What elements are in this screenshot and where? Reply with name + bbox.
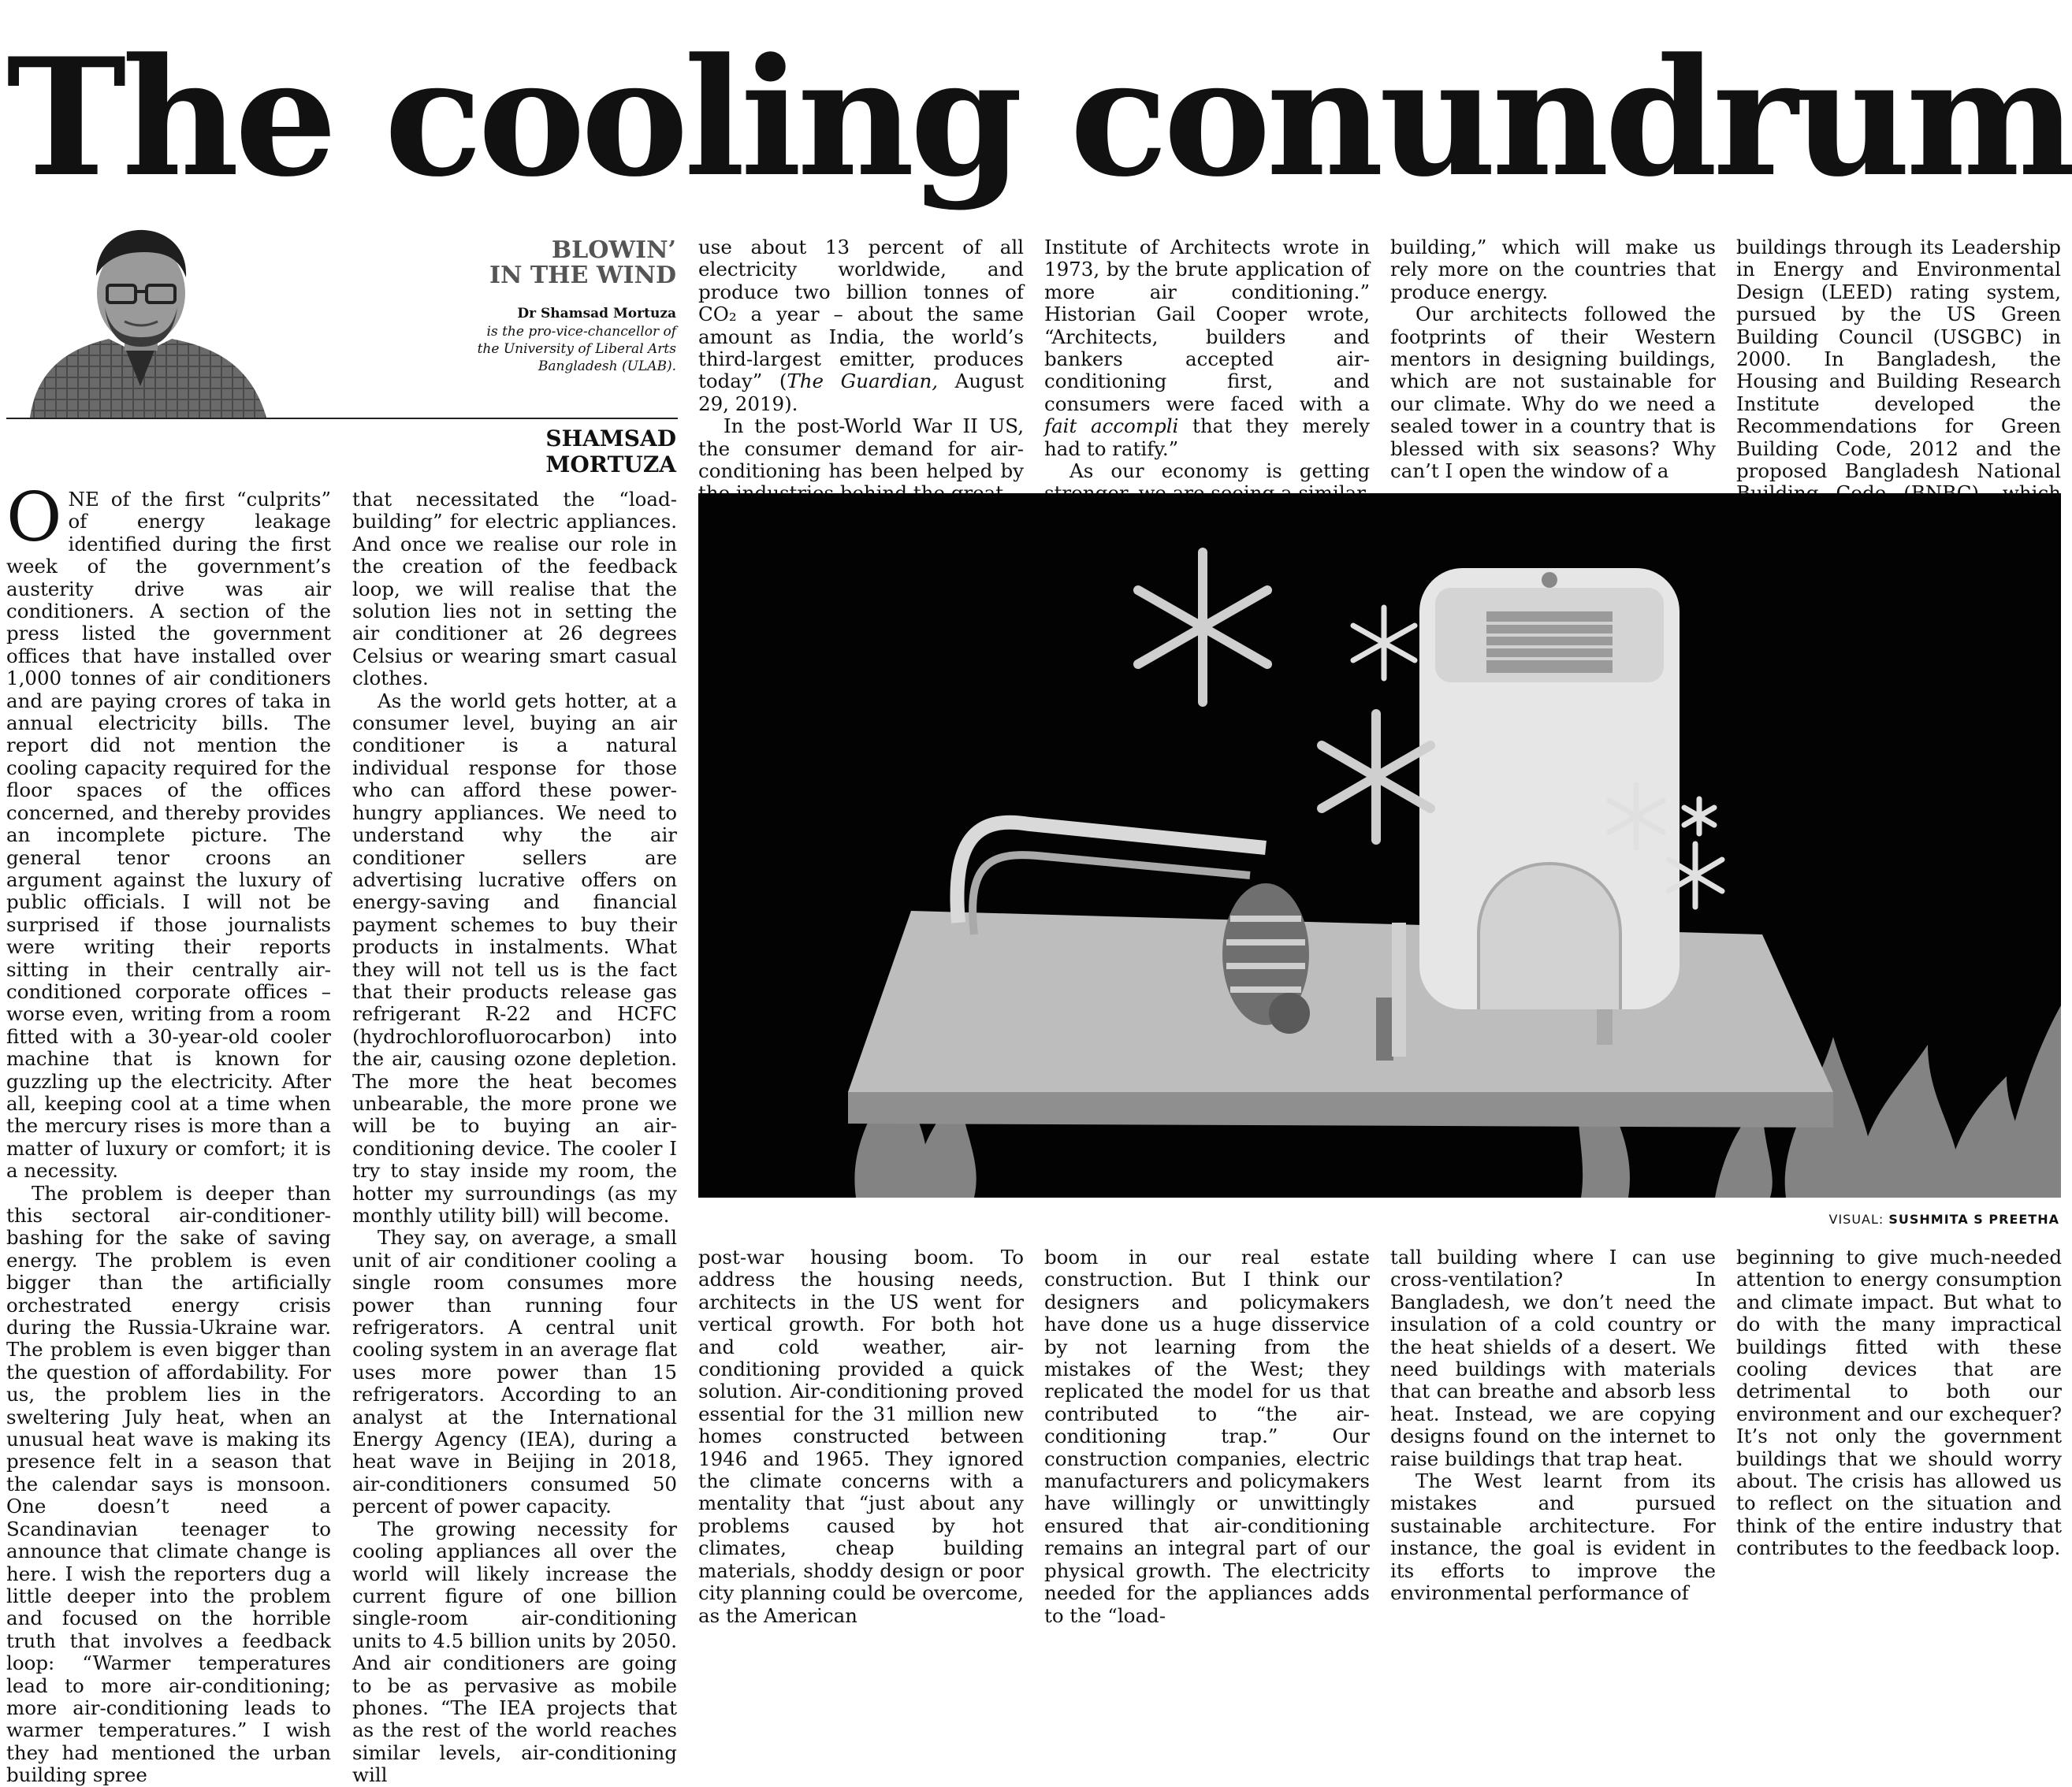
- paragraph: Institute of Architects wrote in 1973, by the brute application of more air conditioning.” Historian Gail Cooper wrote, “Architects, builders and bankers accepted air-conditioning first, and consumers were faced with a fait accompli that they merely had to ratify.”: [1044, 236, 1370, 460]
- author-bio-description: [426, 323, 676, 375]
- paragraph: post-war housing boom. To address the housing needs, architects in the US went for vertical growth. For both hot and cold weather, air-conditioning provided a quick solution. Air-conditioning proved essential for the 31 million new homes constructed between 1946 and 1965. They ignored the climate concerns with a mentality that “just about any problems caused by hot climates, cheap building materials, shoddy design or poor city planning could be overcome, as the American: [698, 1246, 1024, 1627]
- article-column-6-bottom: [1736, 1246, 2062, 1568]
- author-bio-line2: the University of Liberal Arts: [477, 341, 676, 357]
- paragraph: use about 13 percent of all electricity worldwide, and produce two billion tonnes of CO₂ a year – about the same amount as India, the world’s third-largest emitter, produces today” (The Guardian, August 29, 2019).: [698, 236, 1024, 415]
- article-column-4-top: [1044, 236, 1370, 483]
- author-bio-line3: Bangladesh (ULAB).: [538, 359, 676, 374]
- paragraph: They say, on average, a small unit of air conditioner cooling a single room consumes more power than running four refrigerators. A central unit cooling system in an average flat uses more power than 15 refrigerators. According to an analyst at the International Energy Agency (IEA), during a heat wave in Beijing in 2018, air-conditioners consumed 50 percent of power capacity.: [352, 1226, 677, 1518]
- paragraph: The problem is deeper than this sectoral air-conditioner-bashing for the sake of saving energy. The problem is even bigger than the artificially orchestrated energy crisis during the Russia-Ukraine war. The problem is even bigger than the question of affordability. For us, the problem lies in the sweltering July heat, when an unusual heat wave is making its presence felt in a season that the calendar says is monsoon. One doesn’t need a Scandinavian teenager to announce that climate change is here. I wish the reporters dug a little deeper into the problem and focused on the horrible truth that involves a feedback loop: “Warmer temperatures lead to more air-conditioning; more air-conditioning leads to warmer temperatures.” I wish they had mentioned the urban building spree: [6, 1181, 331, 1787]
- paragraph: tall building where I can use cross-ventilation? In Bangladesh, we don’t need the insulation of a cold country or the heat shields of a desert. We need buildings with materials that can breathe and absorb less heat. Instead, we are copying designs found on the internet to raise buildings that trap heat.: [1390, 1246, 1716, 1470]
- article-column-2: [352, 488, 677, 1787]
- paragraph: The West learnt from its mistakes and pursued sustainable architecture. For instance, the goal is evident in its efforts to improve the environmental performance of: [1390, 1469, 1716, 1605]
- article-column-5-top: [1390, 236, 1716, 483]
- paragraph: The growing necessity for cooling appliances all over the world will likely increase the current figure of one billion single-room air-conditioning units to 4.5 billion units by 2050. And air conditioners are going to be as pervasive as mobile phones. “The IEA projects that as the rest of the world reaches similar levels, air-conditioning will: [352, 1517, 677, 1787]
- illustration-credit: [1734, 1212, 2059, 1227]
- author-bio-name: Dr Shamsad Mortuza: [517, 306, 676, 321]
- paragraph: ONE of the first “culprits” of energy leakage identified during the first week of the government’s austerity drive was air conditioners. A section of the press listed the government offices that have installed over 1,000 tonnes of air conditioners and are paying crores of taka in annual electricity bills. The report did not mention the cooling capacity required for the floor spaces of the offices concerned, and thereby provides an incomplete picture. The general tenor croons an argument against the luxury of public officials. I will not be surprised if those journalists were writing their reports sitting in their centrally air-conditioned corporate offices – worse even, writing from a room fitted with a 30-year-old cooler machine that is known for guzzling up the electricity. After all, keeping cool at a time when the mercury rises is more than a matter of luxury or comfort; it is a necessity.: [6, 478, 331, 1183]
- paragraph: As our economy is getting: [1069, 459, 1370, 483]
- snowflake-icon: [1138, 552, 1430, 840]
- illustration-ac-mousetrap: [698, 493, 2061, 1198]
- column-name-line2: IN THE WIND: [489, 262, 676, 289]
- author-bio-line1: is the pro-vice-chancellor of: [486, 324, 676, 340]
- column-name-line1: BLOWIN’: [551, 236, 676, 264]
- byline: SHAMSAD MORTUZA: [545, 425, 676, 477]
- headline: The cooling conundrum: [6, 24, 2072, 213]
- paragraph: beginning to give much-needed attention to energy consumption and climate impact. But what to do with the many impractical buildings fitted with these cooling devices that are detrimental to both our environment and our exchequer? It’s not only the government buildings that we should worry about. The crisis has allowed us to reflect on the situation and think of the entire industry that contributes to the feedback loop.: [1736, 1246, 2062, 1560]
- paragraph: building,” which will make us rely more on the countries that produce energy.: [1390, 236, 1716, 303]
- article-column-6-top: [1736, 236, 2061, 481]
- trap-base: [848, 911, 1833, 1092]
- paragraph: boom in our real estate construction. But I think our designers and policymakers have done us a huge disservice by not learning from the mistakes of the West; they replicated the model for us that contributed to “the air-conditioning trap.” Our construction companies, electric manufacturers and policymakers have willingly or unwittingly ensured that air-conditioning remains an integral part of our physical growth. The electricity needed for the appliances adds to the “load-: [1044, 1246, 1370, 1627]
- article-column-5-bottom: [1390, 1246, 1716, 1605]
- article-column-3-top: [698, 236, 1024, 483]
- credit-name: SUSHMITA S PREETHA: [1888, 1212, 2059, 1227]
- article-column-3-bottom: [698, 1246, 1024, 1627]
- author-photo: [6, 228, 317, 418]
- paragraph: that necessitated the “load-building” for electric appliances. And once we realise our role in the creation of the feedback loop, we will realise that the solution lies not in setting the air conditioner at 26 degrees Celsius or wearing smart casual clothes.: [352, 488, 677, 690]
- paragraph: In the post-World War II US, the consumer demand for air-conditioning has been helped by: [698, 414, 1024, 483]
- byline-rule: [6, 418, 678, 419]
- paragraph: Our architects followed the footprints of their Western mentors in designing buildings, which are not sustainable for our climate. Why do we need a sealed tower in a country that is blessed with six seasons? Why can’t I open the window of a: [1390, 303, 1716, 483]
- drop-cap: O: [6, 478, 62, 557]
- credit-label: VISUAL:: [1828, 1212, 1884, 1227]
- article-column-1: [6, 478, 331, 1787]
- paragraph: As the world gets hotter, at a consumer level, buying an air conditioner is a natural individual response for those who can afford these power-hungry appliances. We need to understand why the air conditioner sellers are advertising lucrative offers on energy-saving and financial payment schemes to buy their products in instalments. What they will not tell us is the fact that their products release gas refrigerant R-22 and HCFC (hydrochlorofluorocarbon) into the air, causing ozone depletion. The more the heat becomes unbearable, the more prone we will be to buying an air-conditioning device. The cooler I try to stay inside my room, the hotter my surroundings (as my monthly utility bill) will become.: [352, 689, 677, 1227]
- paragraph: buildings through its Leadership in Energy and Environmental Design (LEED) rating system, pursued by the US Green Building Council (USGBC) in 2000. In Bangladesh, the Housing and Building Research Institute developed the Recommendations for Green Building Code, 2012 and the proposed Bangladesh National: [1736, 236, 2061, 483]
- article-column-4-bottom: [1044, 1246, 1370, 1627]
- column-name: [426, 238, 676, 288]
